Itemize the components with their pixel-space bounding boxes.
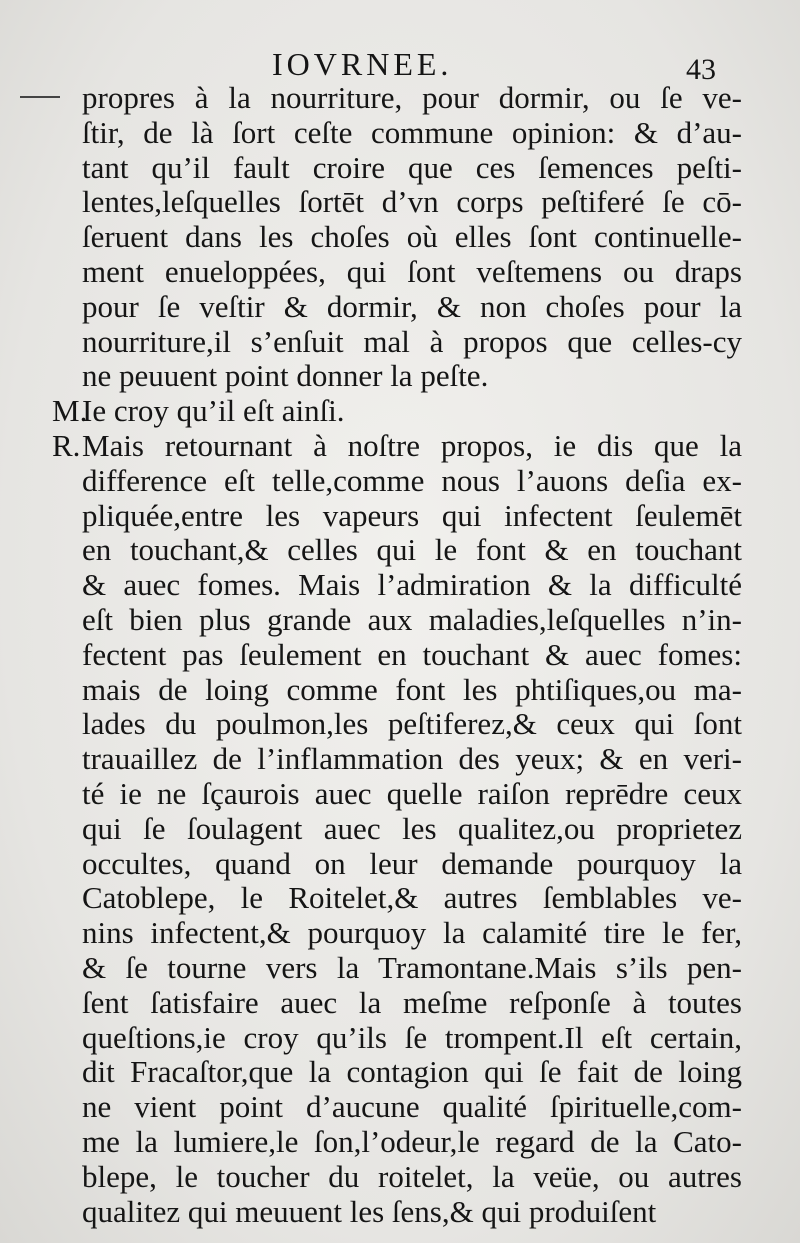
text-line — [52, 151, 742, 186]
text-line — [52, 290, 742, 325]
text-line — [52, 881, 742, 916]
speaker-mark — [52, 255, 82, 290]
speaker-mark — [52, 185, 82, 220]
text-line — [52, 986, 742, 1021]
speaker-mark — [52, 359, 82, 394]
speaker-mark — [52, 951, 82, 986]
text-body — [52, 81, 742, 1229]
text-line — [52, 951, 742, 986]
line-text: lentes,leſquelles ſortēt d’vn corps peſtiferé ſe cō- — [82, 185, 742, 220]
line-text: dit Fracaſtor,que la contagion qui ſe fait de loing — [82, 1055, 742, 1090]
text-line — [52, 1021, 742, 1056]
line-text: me la lumiere,le ſon,l’odeur,le regard de la Cato- — [82, 1124, 742, 1159]
text-line — [52, 1125, 742, 1160]
line-text: lades du poulmon,les peſtiferez,& ceux qui ſont — [82, 707, 742, 742]
text-line — [52, 255, 742, 290]
text-line — [52, 1160, 742, 1195]
line-text: ſtir, de là ſort ceſte commune opinion: & d’au- — [82, 115, 742, 150]
speaker-mark: R. — [52, 427, 81, 463]
line-text: pliquée,entre les vapeurs qui infectent ſeulemēt — [82, 498, 742, 533]
speaker-mark — [52, 499, 82, 534]
line-text: pour ſe veſtir & dormir, & non choſes pour la — [82, 289, 742, 324]
text-line — [52, 429, 742, 464]
text-line — [52, 812, 742, 847]
line-text: qui ſe ſoulagent auec les qualitez,ou proprietez — [82, 811, 742, 846]
text-line — [52, 568, 742, 603]
speaker-mark — [52, 777, 82, 812]
text-line — [52, 847, 742, 882]
line-text: Ie croy qu’il eſt ainſi. — [82, 394, 345, 429]
line-text: en touchant,& celles qui le font & en touchant — [82, 533, 742, 568]
text-line — [52, 359, 742, 394]
speaker-mark — [52, 220, 82, 255]
speaker-mark — [52, 638, 82, 673]
text-line — [52, 533, 742, 568]
text-line — [52, 499, 742, 534]
text-line — [52, 707, 742, 742]
speaker-mark — [52, 1090, 82, 1125]
line-text: qualitez qui meuuent les ſens,& qui produiſent — [82, 1194, 657, 1229]
text-line — [52, 777, 742, 812]
text-line — [52, 603, 742, 638]
line-text: trauaillez de l’inflammation des yeux; & en veri- — [82, 742, 742, 777]
speaker-mark — [52, 812, 82, 847]
speaker-mark — [52, 1160, 82, 1195]
line-text: ne peuuent point donner la peſte. — [82, 359, 489, 394]
line-text: ne vient point d’aucune qualité ſpirituelle,com- — [82, 1090, 742, 1125]
line-text: mais de loing comme font les phtiſiques,ou ma- — [82, 672, 742, 707]
text-line — [52, 916, 742, 951]
line-text: tant qu’il fault croire que ces ſemences peſti- — [82, 150, 742, 185]
line-text: & auec fomes. Mais l’admiration & la difficulté — [82, 568, 742, 603]
speaker-mark — [52, 151, 82, 186]
speaker-mark — [52, 81, 82, 116]
text-line — [52, 1090, 742, 1125]
speaker-mark — [52, 1195, 82, 1230]
text-line — [52, 1055, 742, 1090]
line-text: & ſe tourne vers la Tramontane.Mais s’ils pen- — [82, 950, 742, 985]
line-text: blepe, le toucher du roitelet, la veüe, ou autres — [82, 1159, 742, 1194]
line-text: queſtions,ie croy qu’ils ſe trompent.Il eſt certain, — [82, 1020, 742, 1055]
speaker-mark — [52, 464, 82, 499]
speaker-mark — [52, 568, 82, 603]
speaker-mark — [52, 742, 82, 777]
speaker-mark — [52, 1021, 82, 1056]
text-line — [52, 116, 742, 151]
page-number: 43 — [686, 53, 716, 86]
line-text: fectent pas ſeulement en touchant & auec fomes: — [82, 637, 742, 672]
speaker-mark — [52, 1125, 82, 1160]
text-line — [52, 742, 742, 777]
line-text: té ie ne ſçaurois auec quelle raiſon reprēdre ceux — [82, 776, 742, 811]
speaker-mark — [52, 1055, 82, 1090]
speaker-mark — [52, 325, 82, 360]
text-line — [52, 1195, 742, 1230]
line-text: eſt bien plus grande aux maladies,leſquelles n’in- — [82, 602, 742, 637]
text-line — [52, 81, 742, 116]
speaker-mark — [52, 881, 82, 916]
line-text: nourriture,il s’enſuit mal à propos que celles-cy — [82, 324, 742, 359]
speaker-mark — [52, 986, 82, 1021]
speaker-mark — [52, 847, 82, 882]
text-line — [52, 464, 742, 499]
speaker-mark — [52, 707, 82, 742]
text-line — [52, 673, 742, 708]
line-text: ſent ſatisfaire auec la meſme reſponſe à toutes — [82, 985, 742, 1020]
speaker-mark — [52, 290, 82, 325]
text-line — [52, 325, 742, 360]
speaker-mark — [52, 603, 82, 638]
running-title: IOVRNEE. — [272, 46, 453, 82]
line-text: nins infectent,& pourquoy la calamité tire le fer, — [82, 916, 742, 951]
text-line — [52, 220, 742, 255]
line-text: difference eſt telle,comme nous l’auons deſia ex- — [82, 463, 742, 498]
line-text: Mais retournant à noſtre propos, ie dis que la — [82, 428, 742, 463]
text-line — [52, 394, 742, 429]
text-line — [52, 638, 742, 673]
speaker-mark: M. — [52, 393, 88, 429]
speaker-mark — [52, 116, 82, 151]
speaker-mark — [52, 916, 82, 951]
text-line — [52, 185, 742, 220]
speaker-mark — [52, 673, 82, 708]
speaker-mark — [52, 533, 82, 568]
line-text: ſeruent dans les choſes où elles ſont continuelle- — [82, 220, 742, 255]
line-text: propres à la nourriture, pour dormir, ou ſe ve- — [82, 81, 742, 115]
line-text: Catoblepe, le Roitelet,& autres ſemblables ve- — [82, 881, 742, 916]
line-text: ment enueloppées, qui ſont veſtemens ou draps — [82, 254, 742, 289]
line-text: occultes, quand on leur demande pourquoy la — [82, 846, 742, 881]
